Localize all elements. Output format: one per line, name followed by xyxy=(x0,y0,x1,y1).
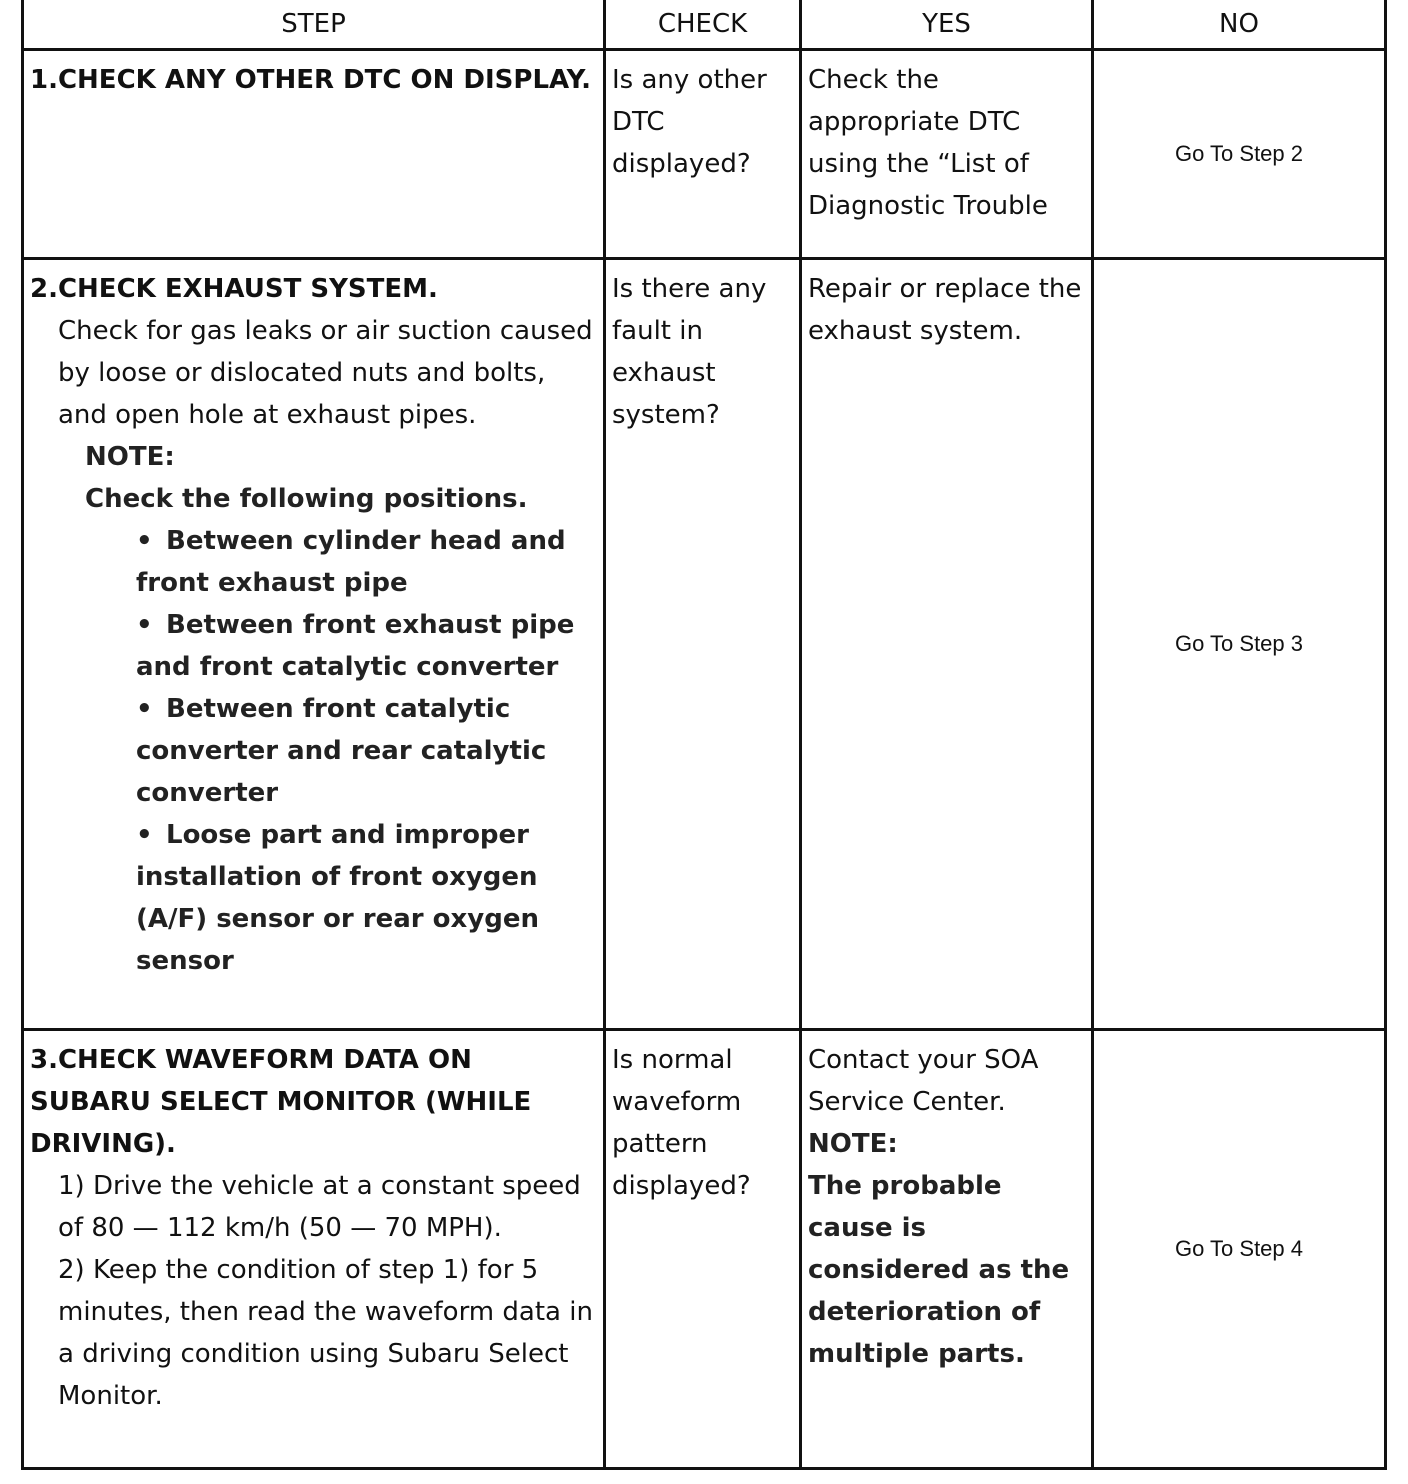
bullet-icon: • xyxy=(136,820,153,850)
step-title: 3.CHECK WAVEFORM DATA ON SUBARU SELECT MONITOR (WHILE DRIVING). xyxy=(30,1045,532,1159)
yes-cell: Repair or replace the exhaust system. xyxy=(801,259,1093,1030)
bullet-icon: • xyxy=(136,694,153,724)
note-label: NOTE: xyxy=(808,1129,898,1159)
check-cell: Is there any fault in exhaust system? xyxy=(605,259,801,1030)
list-item xyxy=(30,814,597,982)
table-row xyxy=(23,259,1386,1030)
list-item-text: Between front catalytic converter and rear catalytic converter xyxy=(136,694,547,808)
note-label: NOTE: xyxy=(85,442,175,472)
step-cell xyxy=(23,259,605,1030)
yes-cell: Check the appropriate DTC using the “List of Diagnostic Trouble xyxy=(801,50,1093,259)
step-title: 1.CHECK ANY OTHER DTC ON DISPLAY. xyxy=(30,65,592,95)
bullet-icon: • xyxy=(136,526,153,556)
no-cell: Go To Step 2 xyxy=(1093,50,1386,259)
list-item-text: Between front exhaust pipe and front catalytic converter xyxy=(136,610,575,682)
note-text: The probable cause is considered as the deterioration of multiple parts. xyxy=(808,1171,1070,1369)
list-item-text: Between cylinder head and front exhaust pipe xyxy=(136,526,566,598)
table-row xyxy=(23,1030,1386,1469)
header-step: STEP xyxy=(23,0,605,50)
table-header-row xyxy=(23,0,1386,50)
diagnostic-table xyxy=(21,0,1387,1470)
header-check: CHECK xyxy=(605,0,801,50)
diagnostic-table-container xyxy=(21,0,1384,1462)
list-item xyxy=(30,688,597,814)
step-cell xyxy=(23,50,605,259)
step-title: 2.CHECK EXHAUST SYSTEM. xyxy=(30,274,438,304)
bullet-icon: • xyxy=(136,610,153,640)
check-cell: Is any other DTC displayed? xyxy=(605,50,801,259)
list-item-text: Loose part and improper installation of front oxygen (A/F) sensor or rear oxygen sensor xyxy=(136,820,539,976)
table-row xyxy=(23,50,1386,259)
step-cell xyxy=(23,1030,605,1469)
list-item xyxy=(30,520,597,604)
yes-cell xyxy=(801,1030,1093,1469)
no-cell: Go To Step 3 xyxy=(1093,259,1386,1030)
step-instruction: 2) Keep the condition of step 1) for 5 minutes, then read the waveform data in a driving condition using Subaru Select Monitor. xyxy=(58,1255,593,1411)
list-item xyxy=(30,604,597,688)
step-instruction: 1) Drive the vehicle at a constant speed of 80 — 112 km/h (50 — 70 MPH). xyxy=(58,1171,581,1243)
header-no: NO xyxy=(1093,0,1386,50)
no-cell: Go To Step 4 xyxy=(1093,1030,1386,1469)
note-text: Check the following positions. xyxy=(85,484,528,514)
yes-text: Contact your SOA Service Center. xyxy=(808,1045,1039,1117)
step-description: Check for gas leaks or air suction caused by loose or dislocated nuts and bolts, and open hole at exhaust pipes. xyxy=(58,316,593,430)
check-cell: Is normal waveform pattern displayed? xyxy=(605,1030,801,1469)
header-yes: YES xyxy=(801,0,1093,50)
